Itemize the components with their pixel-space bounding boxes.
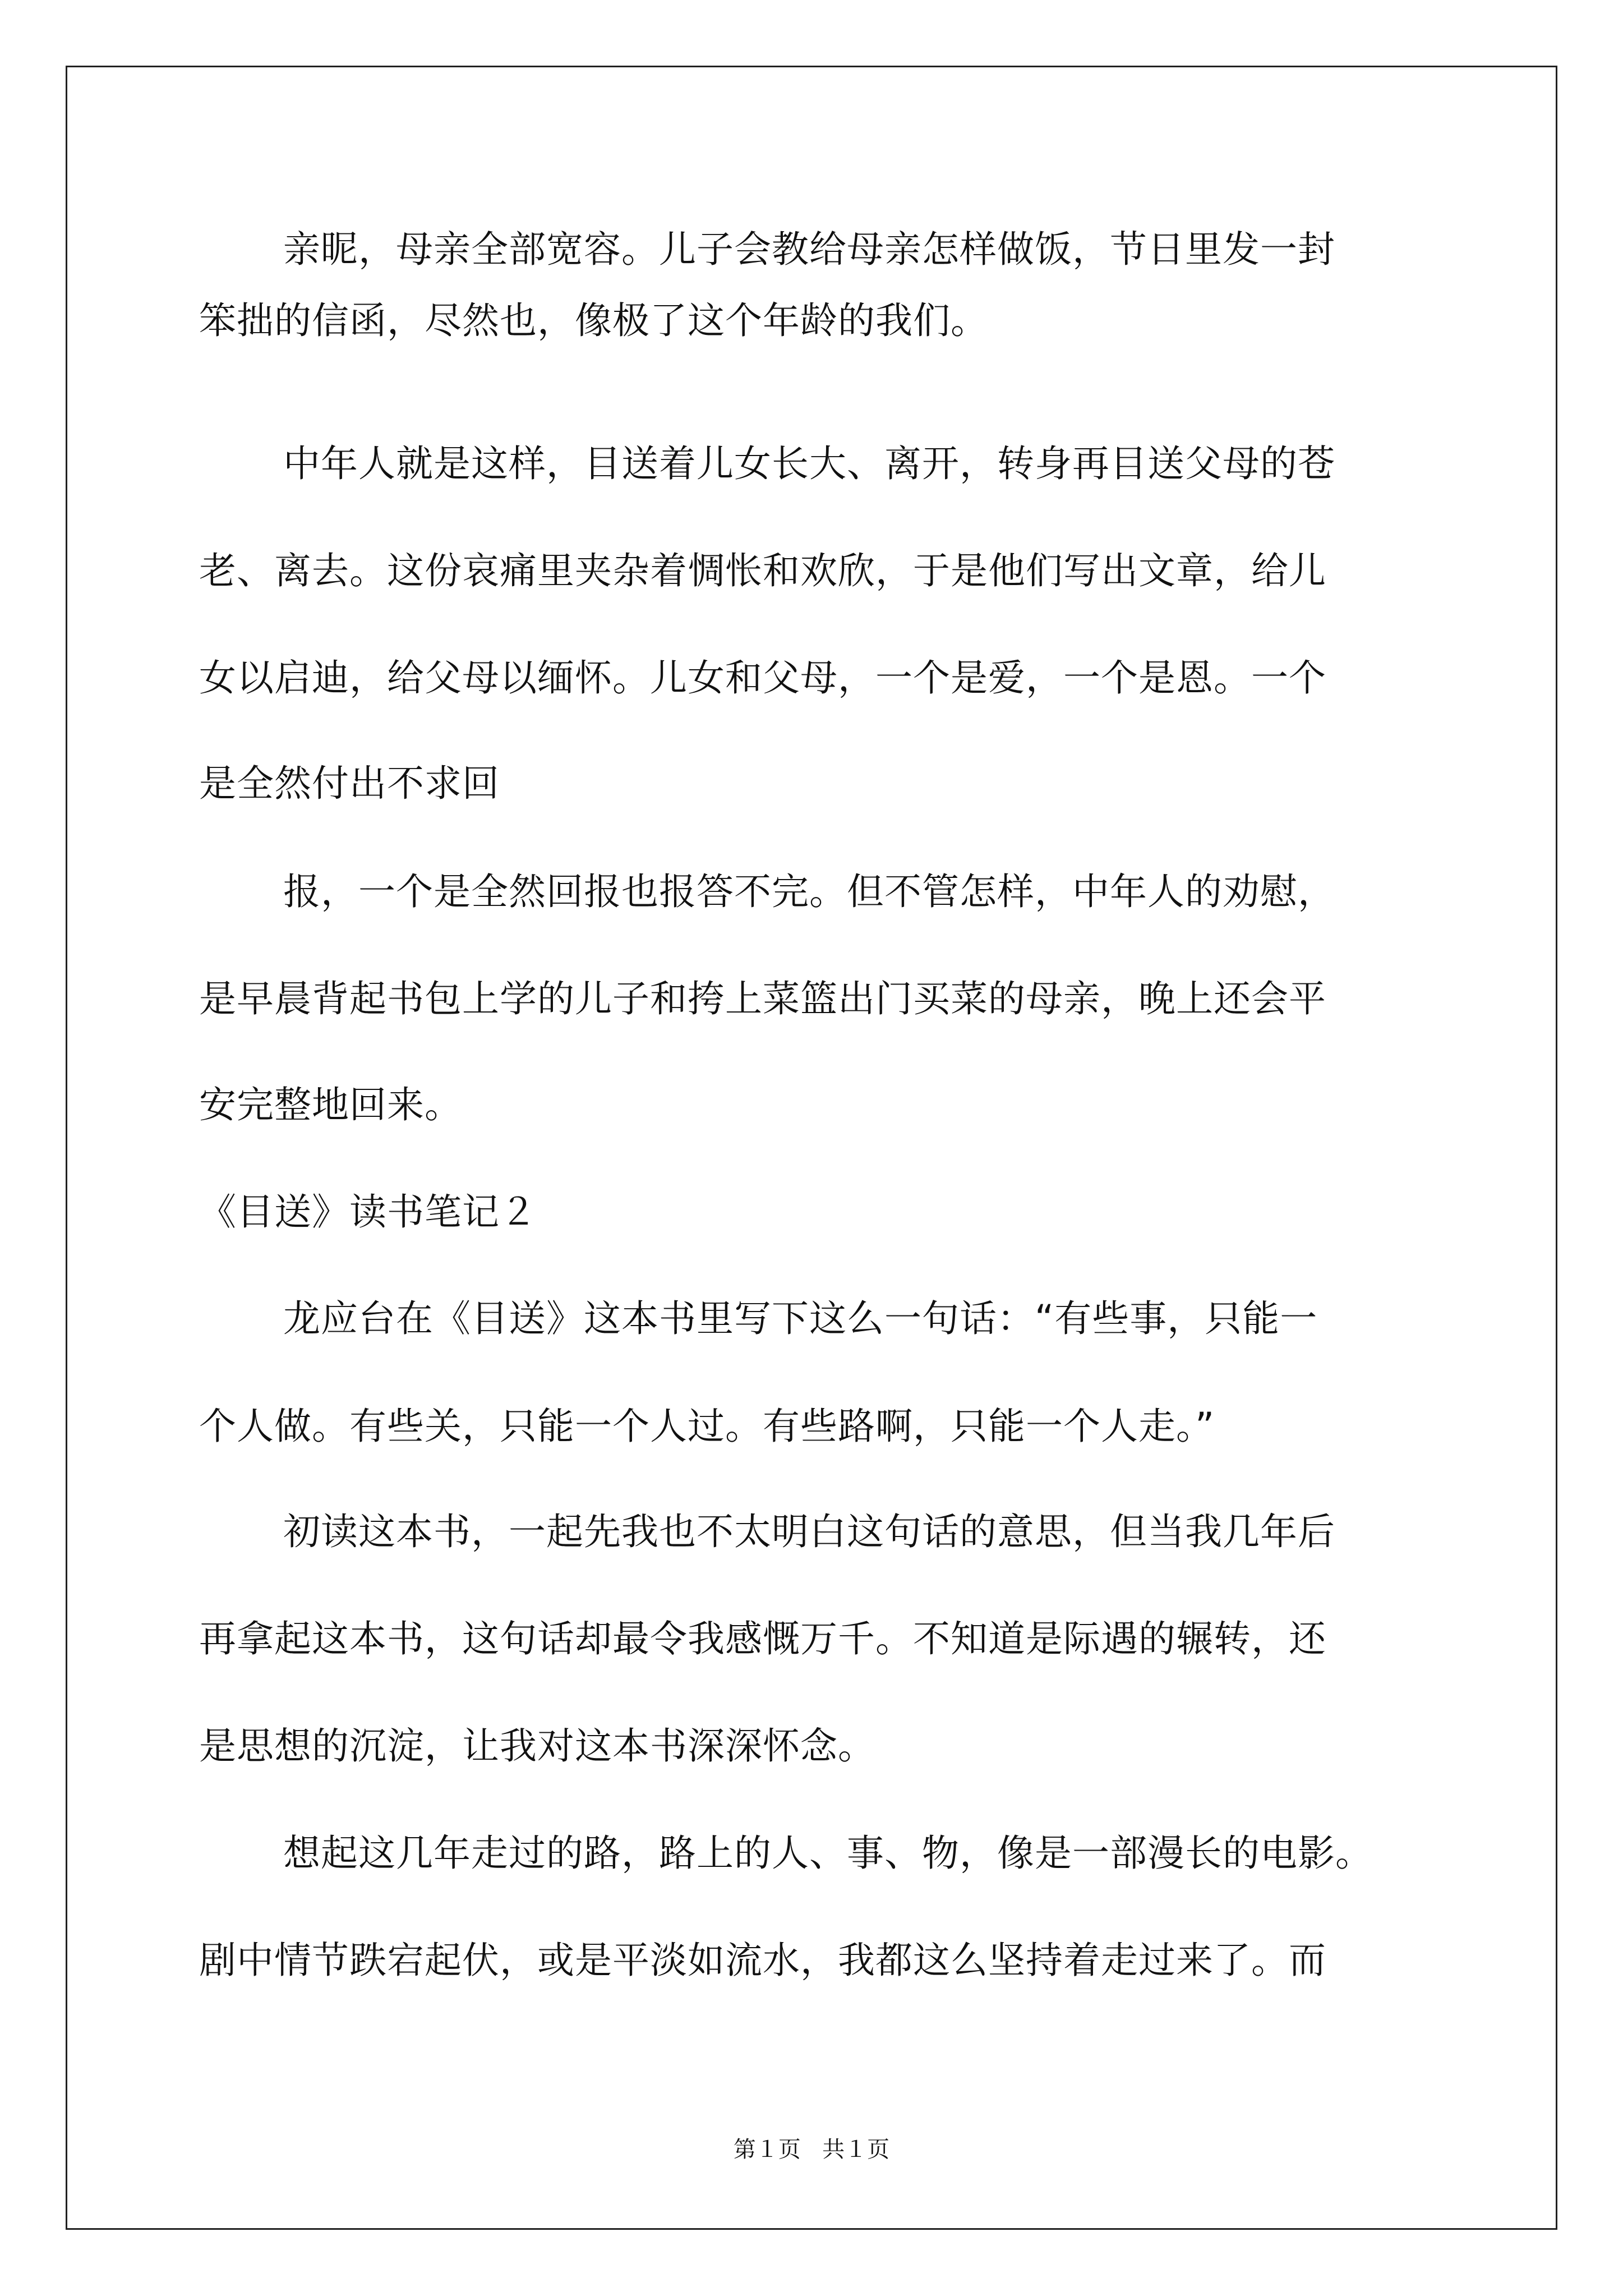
paragraph-line: 中年人就是这样，目送着儿女长大、离开，转身再目送父母的苍 (283, 442, 1335, 485)
paragraph-line: 初读这本书，一起先我也不太明白这句话的意思，但当我几年后 (283, 1510, 1335, 1553)
page-number: 第１页 (733, 2137, 801, 2162)
paragraph-line: 安完整地回来。 (199, 1083, 462, 1126)
section-heading: 《目送》读书笔记２ (199, 1190, 537, 1234)
paragraph-line: 是思想的沉淀，让我对这本书深深怀念。 (199, 1724, 875, 1768)
paragraph-line: 报，一个是全然回报也报答不完。但不管怎样，中年人的劝慰， (283, 870, 1335, 913)
paragraph-line: 想起这几年走过的路，路上的人、事、物，像是一部漫长的电影。 (283, 1832, 1373, 1875)
paragraph-line: 女以启迪，给父母以缅怀。儿女和父母，一个是爱，一个是恩。一个 (199, 656, 1326, 700)
paragraph-line: 个人做。有些关，只能一个人过。有些路啊，只能一个人走。” (199, 1405, 1215, 1448)
page-footer (0, 2136, 1623, 2163)
paragraph-line: 再拿起这本书，这句话却最令我感慨万千。不知道是际遇的辗转，还 (199, 1617, 1326, 1660)
total-pages: 共１页 (822, 2137, 890, 2162)
paragraph-line: 老、离去。这份哀痛里夹杂着惆怅和欢欣，于是他们写出文章，给儿 (199, 549, 1326, 592)
paragraph-line: 是全然付出不求回 (199, 762, 500, 805)
page-border (66, 66, 1557, 2230)
paragraph-line: 是早晨背起书包上学的儿子和挎上菜篮出门买菜的母亲，晚上还会平 (199, 977, 1326, 1020)
paragraph-line: 剧中情节跌宕起伏，或是平淡如流水，我都这么坚持着走过来了。而 (199, 1939, 1326, 1982)
paragraph-line: 龙应台在《目送》这本书里写下这么一句话：“有些事，只能一 (283, 1297, 1318, 1340)
paragraph-line: 笨拙的信函，尽然也，像极了这个年龄的我们。 (199, 299, 988, 342)
paragraph-line: 亲昵，母亲全部宽容。儿子会教给母亲怎样做饭，节日里发一封 (283, 228, 1335, 271)
